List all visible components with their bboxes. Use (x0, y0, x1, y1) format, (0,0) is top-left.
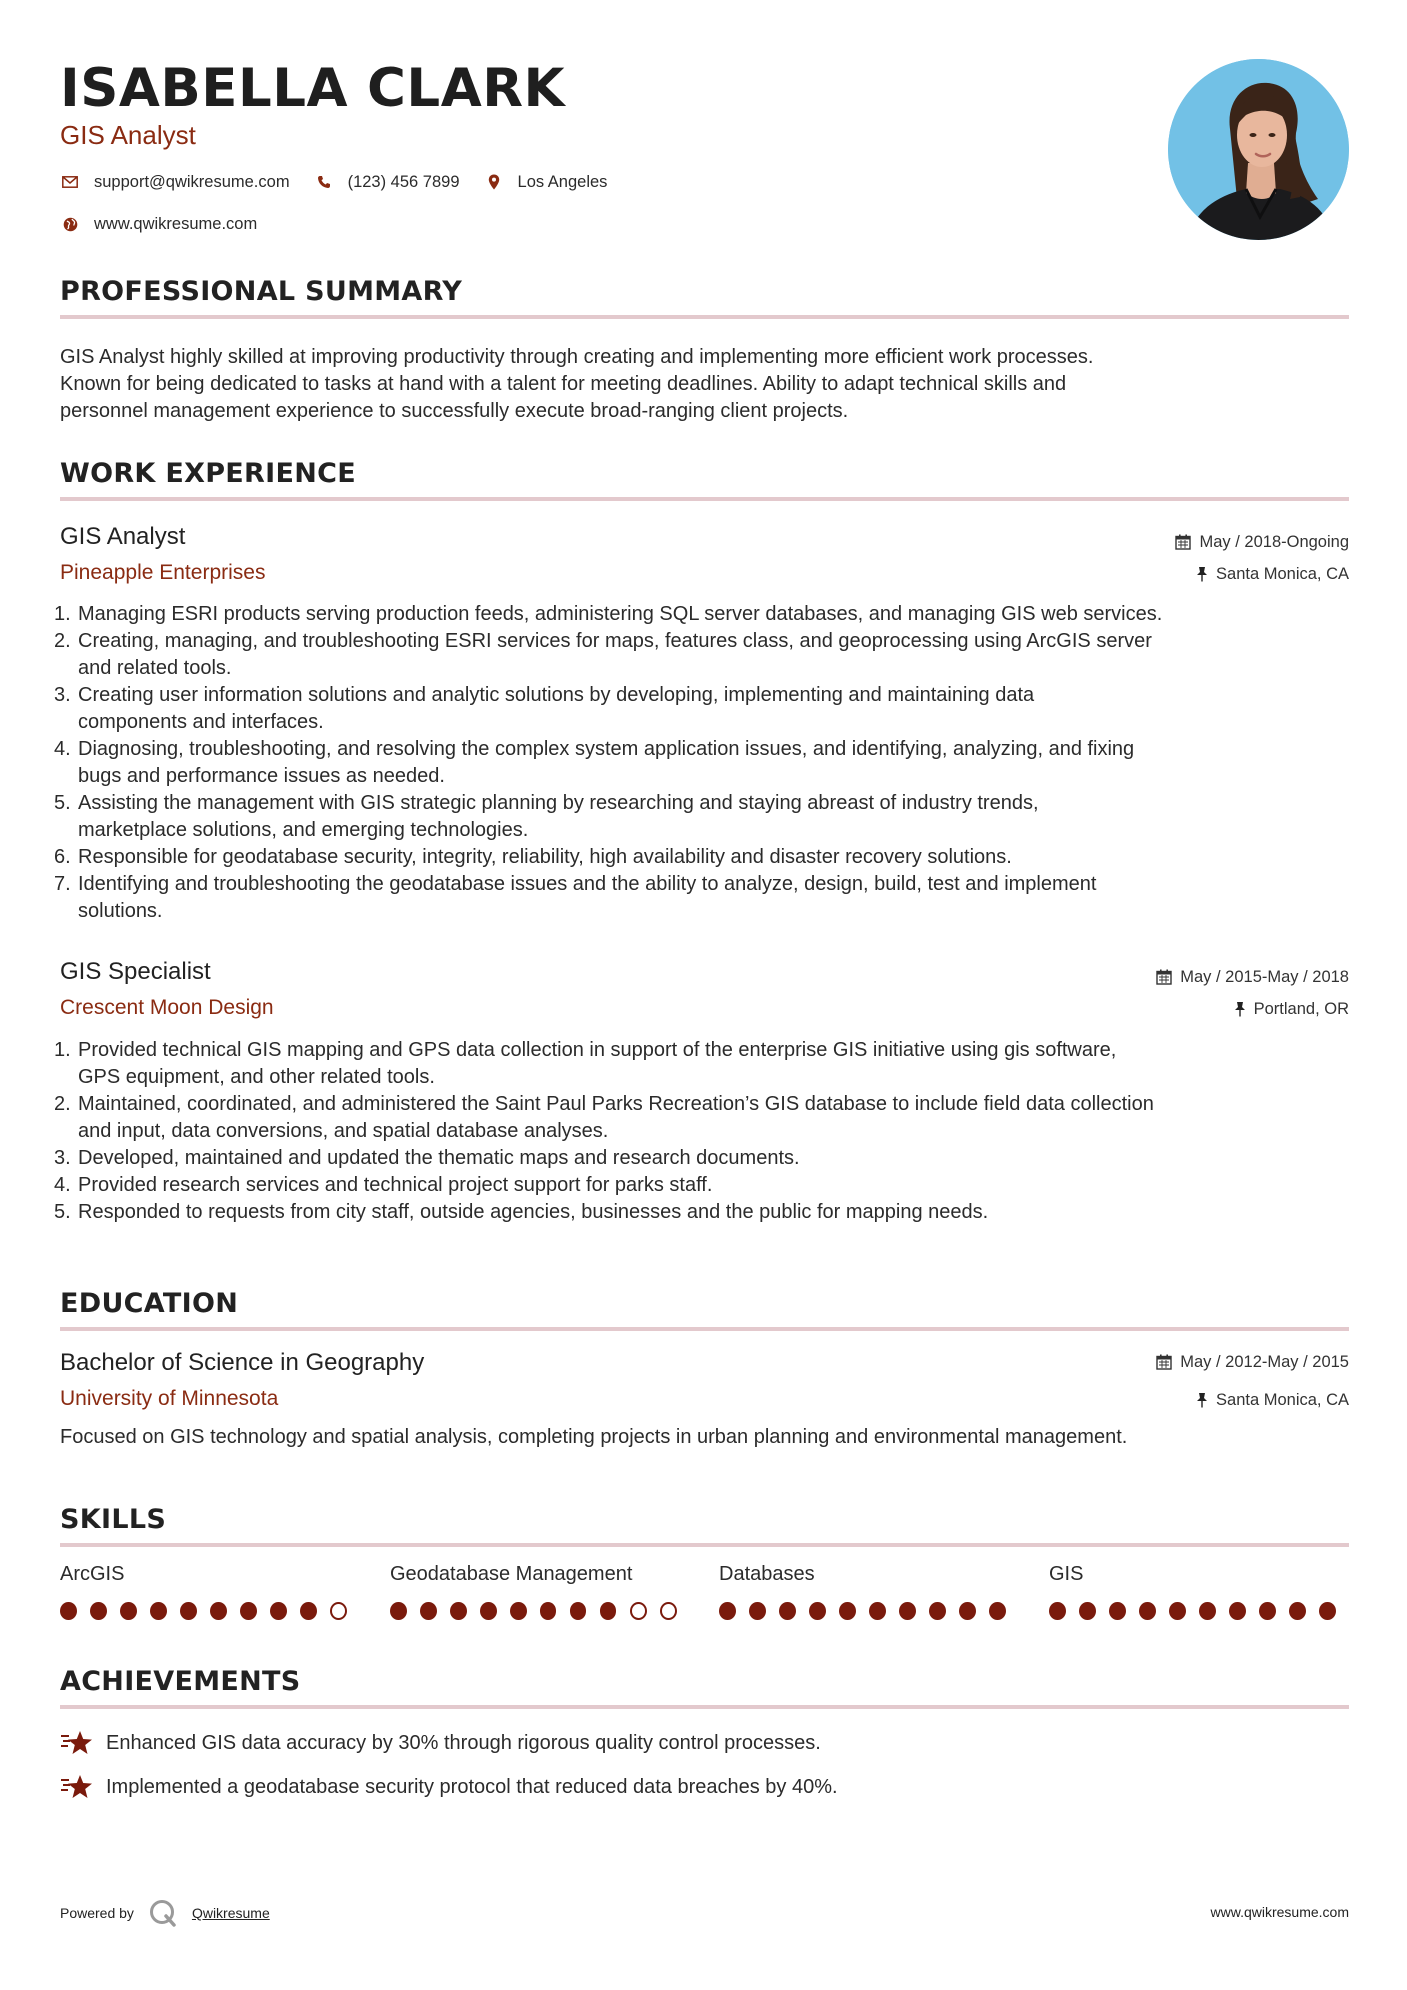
rating-dot-filled (150, 1602, 167, 1620)
experience-section-header (60, 458, 1349, 501)
job-dates (1175, 531, 1349, 553)
skill-rating (1049, 1602, 1349, 1620)
skill-item (719, 1563, 1019, 1620)
skill-item (390, 1563, 690, 1620)
rating-dot-filled (989, 1602, 1006, 1620)
rating-dot-filled (929, 1602, 946, 1620)
star-icon (60, 1773, 94, 1801)
education-location-text: Santa Monica, CA (1216, 1390, 1349, 1409)
summary-line: personnel management experience to successfully execute broad-ranging client projects. (60, 400, 849, 422)
rating-dot-filled (839, 1602, 856, 1620)
skills-heading: SKILLS (60, 1504, 167, 1535)
rating-dot-filled (210, 1602, 227, 1620)
rating-dot-filled (300, 1602, 317, 1620)
rating-dot-filled (1049, 1602, 1066, 1620)
rating-dot-filled (1079, 1602, 1096, 1620)
rating-dot-filled (120, 1602, 137, 1620)
skill-rating (60, 1602, 360, 1620)
star-icon (60, 1729, 94, 1757)
rating-dot-filled (1289, 1602, 1306, 1620)
list-item: 6. Responsible for geodatabase security, integrity, reliability, high availability and disaster recovery solutions. (54, 846, 1012, 868)
rating-dot-filled (390, 1602, 407, 1620)
job-entry (60, 523, 1349, 585)
calendar-icon (1156, 1354, 1172, 1370)
list-item: 3. Developed, maintained and updated the thematic maps and research documents. (54, 1147, 800, 1169)
skill-rating (719, 1602, 1019, 1620)
rating-dot-filled (60, 1602, 77, 1620)
phone-text: (123) 456 7899 (347, 172, 460, 191)
rating-dot-filled (719, 1602, 736, 1620)
rating-dot-empty (630, 1602, 647, 1620)
list-item: 5. Responded to requests from city staff, outside agencies, businesses and the public for mapping needs. (54, 1201, 989, 1223)
job-duties-list (54, 1037, 1349, 1226)
rating-dot-filled (1199, 1602, 1216, 1620)
profile-photo (1168, 59, 1349, 240)
qwikresume-logo-icon (148, 1898, 178, 1928)
list-item: 2. Creating, managing, and troubleshooting ESRI services for maps, features class, and geoprocessing using ArcGIS server and related tools. (54, 630, 1152, 679)
rating-dot-filled (270, 1602, 287, 1620)
rating-dot-filled (1259, 1602, 1276, 1620)
rating-dot-filled (420, 1602, 437, 1620)
list-item: 3. Creating user information solutions and analytic solutions by developing, implementing and maintaining data components and interfaces. (54, 684, 1035, 733)
summary-line: GIS Analyst highly skilled at improving productivity through creating and implementing more efficient work processes. (60, 346, 1094, 368)
achievements-section-header (60, 1666, 1349, 1709)
education-section-header (60, 1288, 1349, 1331)
contact-phone[interactable] (314, 172, 460, 192)
skill-name: Databases (719, 1563, 815, 1585)
rating-dot-empty (330, 1602, 347, 1620)
job-company: Crescent Moon Design (60, 996, 274, 1019)
summary-section-header (60, 276, 1349, 319)
job-role: GIS Analyst (60, 523, 186, 550)
achievements-heading: ACHIEVEMENTS (60, 1666, 301, 1697)
education-dates-text: May / 2012-May / 2015 (1180, 1352, 1349, 1371)
job-location-text: Portland, OR (1253, 999, 1349, 1018)
skills-section-header (60, 1504, 1349, 1547)
education-entry (60, 1349, 1349, 1411)
rating-dot-filled (749, 1602, 766, 1620)
section-divider (60, 497, 1349, 501)
footer-website[interactable]: www.qwikresume.com (1210, 1904, 1349, 1920)
job-duties-list (54, 601, 1349, 925)
job-dates-text: May / 2018-Ongoing (1199, 532, 1349, 551)
job-role: GIS Specialist (60, 958, 211, 985)
rating-dot-filled (869, 1602, 886, 1620)
job-entry (60, 958, 1349, 1020)
rating-dot-filled (540, 1602, 557, 1620)
footer-powered-by (60, 1898, 270, 1928)
globe-icon (60, 214, 80, 234)
location-text: Los Angeles (517, 172, 608, 191)
rating-dot-filled (240, 1602, 257, 1620)
achievement-text: Implemented a geodatabase security protocol that reduced data breaches by 40%. (106, 1775, 838, 1798)
rating-dot-filled (180, 1602, 197, 1620)
section-divider (60, 1327, 1349, 1331)
job-meta (1175, 531, 1349, 585)
degree-title: Bachelor of Science in Geography (60, 1349, 425, 1376)
summary-heading: PROFESSIONAL SUMMARY (60, 276, 463, 307)
skill-rating (390, 1602, 690, 1620)
rating-dot-empty (660, 1602, 677, 1620)
pushpin-icon (1234, 1001, 1246, 1017)
job-company: Pineapple Enterprises (60, 561, 266, 584)
rating-dot-filled (959, 1602, 976, 1620)
candidate-title: GIS Analyst (60, 120, 196, 150)
contact-location (484, 172, 608, 192)
rating-dot-filled (600, 1602, 617, 1620)
education-heading: EDUCATION (60, 1288, 239, 1319)
rating-dot-filled (570, 1602, 587, 1620)
phone-icon (314, 172, 334, 192)
section-divider (60, 1705, 1349, 1709)
school-name: University of Minnesota (60, 1387, 279, 1410)
list-item: 2. Maintained, coordinated, and administered the Saint Paul Parks Recreation’s GIS database to include field data collection and input, data conversions, and spatial database analyses. (54, 1093, 1154, 1142)
achievement-text: Enhanced GIS data accuracy by 30% through rigorous quality control processes. (106, 1731, 821, 1754)
website-text: www.qwikresume.com (94, 214, 258, 233)
rating-dot-filled (450, 1602, 467, 1620)
rating-dot-filled (779, 1602, 796, 1620)
map-pin-icon (484, 172, 504, 192)
achievement-item (60, 1729, 821, 1757)
rating-dot-filled (1169, 1602, 1186, 1620)
list-item: 4. Provided research services and technical project support for parks staff. (54, 1174, 713, 1196)
section-divider (60, 315, 1349, 319)
rating-dot-filled (809, 1602, 826, 1620)
skill-name: Geodatabase Management (390, 1563, 633, 1585)
qwikresume-link[interactable]: Qwikresume (191, 1905, 270, 1921)
list-item: 7. Identifying and troubleshooting the geodatabase issues and the ability to analyze, design, build, test and implement solutions. (54, 873, 1097, 922)
email-text: support@qwikresume.com (94, 172, 290, 191)
job-meta (1156, 966, 1349, 1020)
job-dates-text: May / 2015-May / 2018 (1180, 967, 1349, 986)
list-item: 4. Diagnosing, troubleshooting, and resolving the complex system application issues, and identifying, analyzing, and fixing bugs and performance issues as needed. (54, 738, 1135, 787)
contact-row-website (60, 214, 281, 234)
list-item: 5. Assisting the management with GIS strategic planning by researching and staying abreast of industry trends, marketplace solutions, and emerging technologies. (54, 792, 1039, 841)
job-location (1175, 563, 1349, 585)
rating-dot-filled (1139, 1602, 1156, 1620)
summary-text (60, 344, 1349, 425)
education-location (1156, 1389, 1349, 1411)
skill-name: ArcGIS (60, 1563, 125, 1585)
rating-dot-filled (1229, 1602, 1246, 1620)
skill-item (60, 1563, 360, 1620)
rating-dot-filled (510, 1602, 527, 1620)
education-meta (1156, 1351, 1349, 1411)
contact-email[interactable] (60, 172, 290, 192)
powered-by-text: Powered by (60, 1905, 134, 1921)
calendar-icon (1156, 969, 1172, 985)
rating-dot-filled (1109, 1602, 1126, 1620)
skill-item (1049, 1563, 1349, 1620)
contact-row (60, 172, 631, 192)
list-item: 1. Provided technical GIS mapping and GPS data collection in support of the enterprise GIS initiative using gis software, GPS equipment, and other related tools. (54, 1039, 1117, 1088)
calendar-icon (1175, 534, 1191, 550)
summary-line: Known for being dedicated to tasks at hand with a talent for meeting deadlines. Ability to adapt technical skills and (60, 373, 1067, 395)
pushpin-icon (1196, 566, 1208, 582)
rating-dot-filled (1319, 1602, 1336, 1620)
rating-dot-filled (90, 1602, 107, 1620)
candidate-name: ISABELLA CLARK (60, 58, 566, 119)
job-location (1156, 998, 1349, 1020)
rating-dot-filled (480, 1602, 497, 1620)
rating-dot-filled (899, 1602, 916, 1620)
contact-website[interactable] (60, 214, 257, 234)
job-location-text: Santa Monica, CA (1216, 564, 1349, 583)
envelope-icon (60, 172, 80, 192)
pushpin-icon (1196, 1392, 1208, 1408)
job-dates (1156, 966, 1349, 988)
achievement-item (60, 1773, 838, 1801)
list-item: 1. Managing ESRI products serving production feeds, administering SQL server databases, and managing GIS web services. (54, 603, 1163, 625)
skill-name: GIS (1049, 1563, 1084, 1585)
experience-heading: WORK EXPERIENCE (60, 458, 356, 489)
education-description: Focused on GIS technology and spatial analysis, completing projects in urban planning and environmental management. (60, 1426, 1128, 1448)
section-divider (60, 1543, 1349, 1547)
education-dates (1156, 1351, 1349, 1373)
